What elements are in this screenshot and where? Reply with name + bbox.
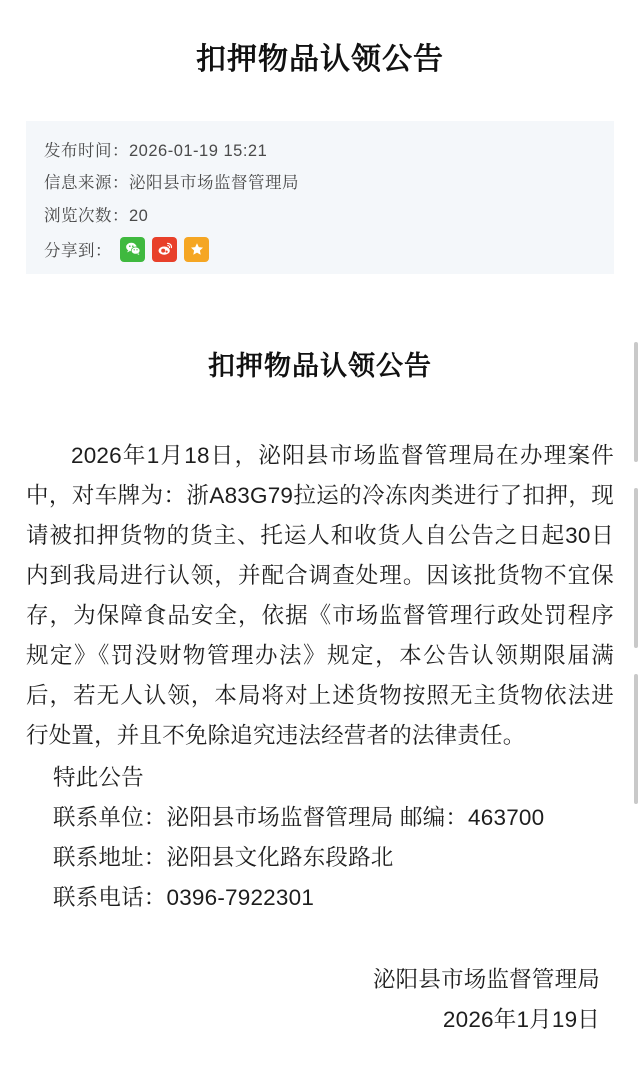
announcement-page: [0, 20, 640, 1078]
publish-time-row: [44, 135, 596, 167]
weibo-icon[interactable]: [152, 237, 177, 262]
share-icon-group: [120, 237, 209, 262]
publish-time-label: 发布时间：: [44, 142, 129, 161]
contact-address-line: 联系地址：泌阳县文化路东段路北: [53, 844, 394, 870]
share-label: 分享到：: [44, 242, 112, 261]
signature-block: [26, 960, 614, 1040]
article-main-paragraph: 2026年1月18日，泌阳县市场监督管理局在办理案件中，对车牌为：浙A83G79拉运的冷冻肉类进行了扣押，现请被扣押货物的货主、托运人和收货人自公告之日起30日内到我局进行认领，并配合调查处理。因该批货物不宜保存，为保障食品安全，依据《市场监督管理行政处罚程序规定》《罚没财物管理办法》规定，本公告认领期限届满后，若无人认领，本局将对上述货物按照无主货物依法进行处置，并且不免除追究违法经营者的法律责任。: [26, 442, 614, 748]
article-title: 扣押物品认领公告: [208, 351, 432, 382]
scrollbar-segment-middle[interactable]: [634, 488, 638, 648]
scrollbar-segment-top[interactable]: [634, 342, 638, 462]
contact-unit-line: 联系单位：泌阳县市场监督管理局 邮编：463700: [53, 804, 545, 830]
source-value: 泌阳县市场监督管理局: [129, 174, 299, 193]
contact-phone-line: 联系电话：0396-7922301: [53, 885, 315, 911]
views-value: 20: [129, 206, 149, 225]
article-body: [26, 436, 614, 1041]
page-title: 扣押物品认领公告: [196, 43, 444, 77]
signature-date: 2026年1月19日: [442, 1007, 600, 1033]
source-row: [44, 167, 596, 199]
views-label: 浏览次数：: [44, 206, 129, 225]
wechat-icon[interactable]: [120, 237, 145, 262]
source-label: 信息来源：: [44, 174, 129, 193]
views-row: [44, 200, 596, 232]
favorite-star-icon[interactable]: [184, 237, 209, 262]
article-notice-line: 特此公告: [53, 764, 144, 790]
publish-time-value: 2026-01-19 15:21: [129, 142, 268, 161]
signature-organization: 泌阳县市场监督管理局: [372, 967, 600, 993]
meta-info-panel: [26, 121, 614, 274]
share-row: [44, 237, 596, 262]
scrollbar-segment-bottom[interactable]: [634, 674, 638, 804]
